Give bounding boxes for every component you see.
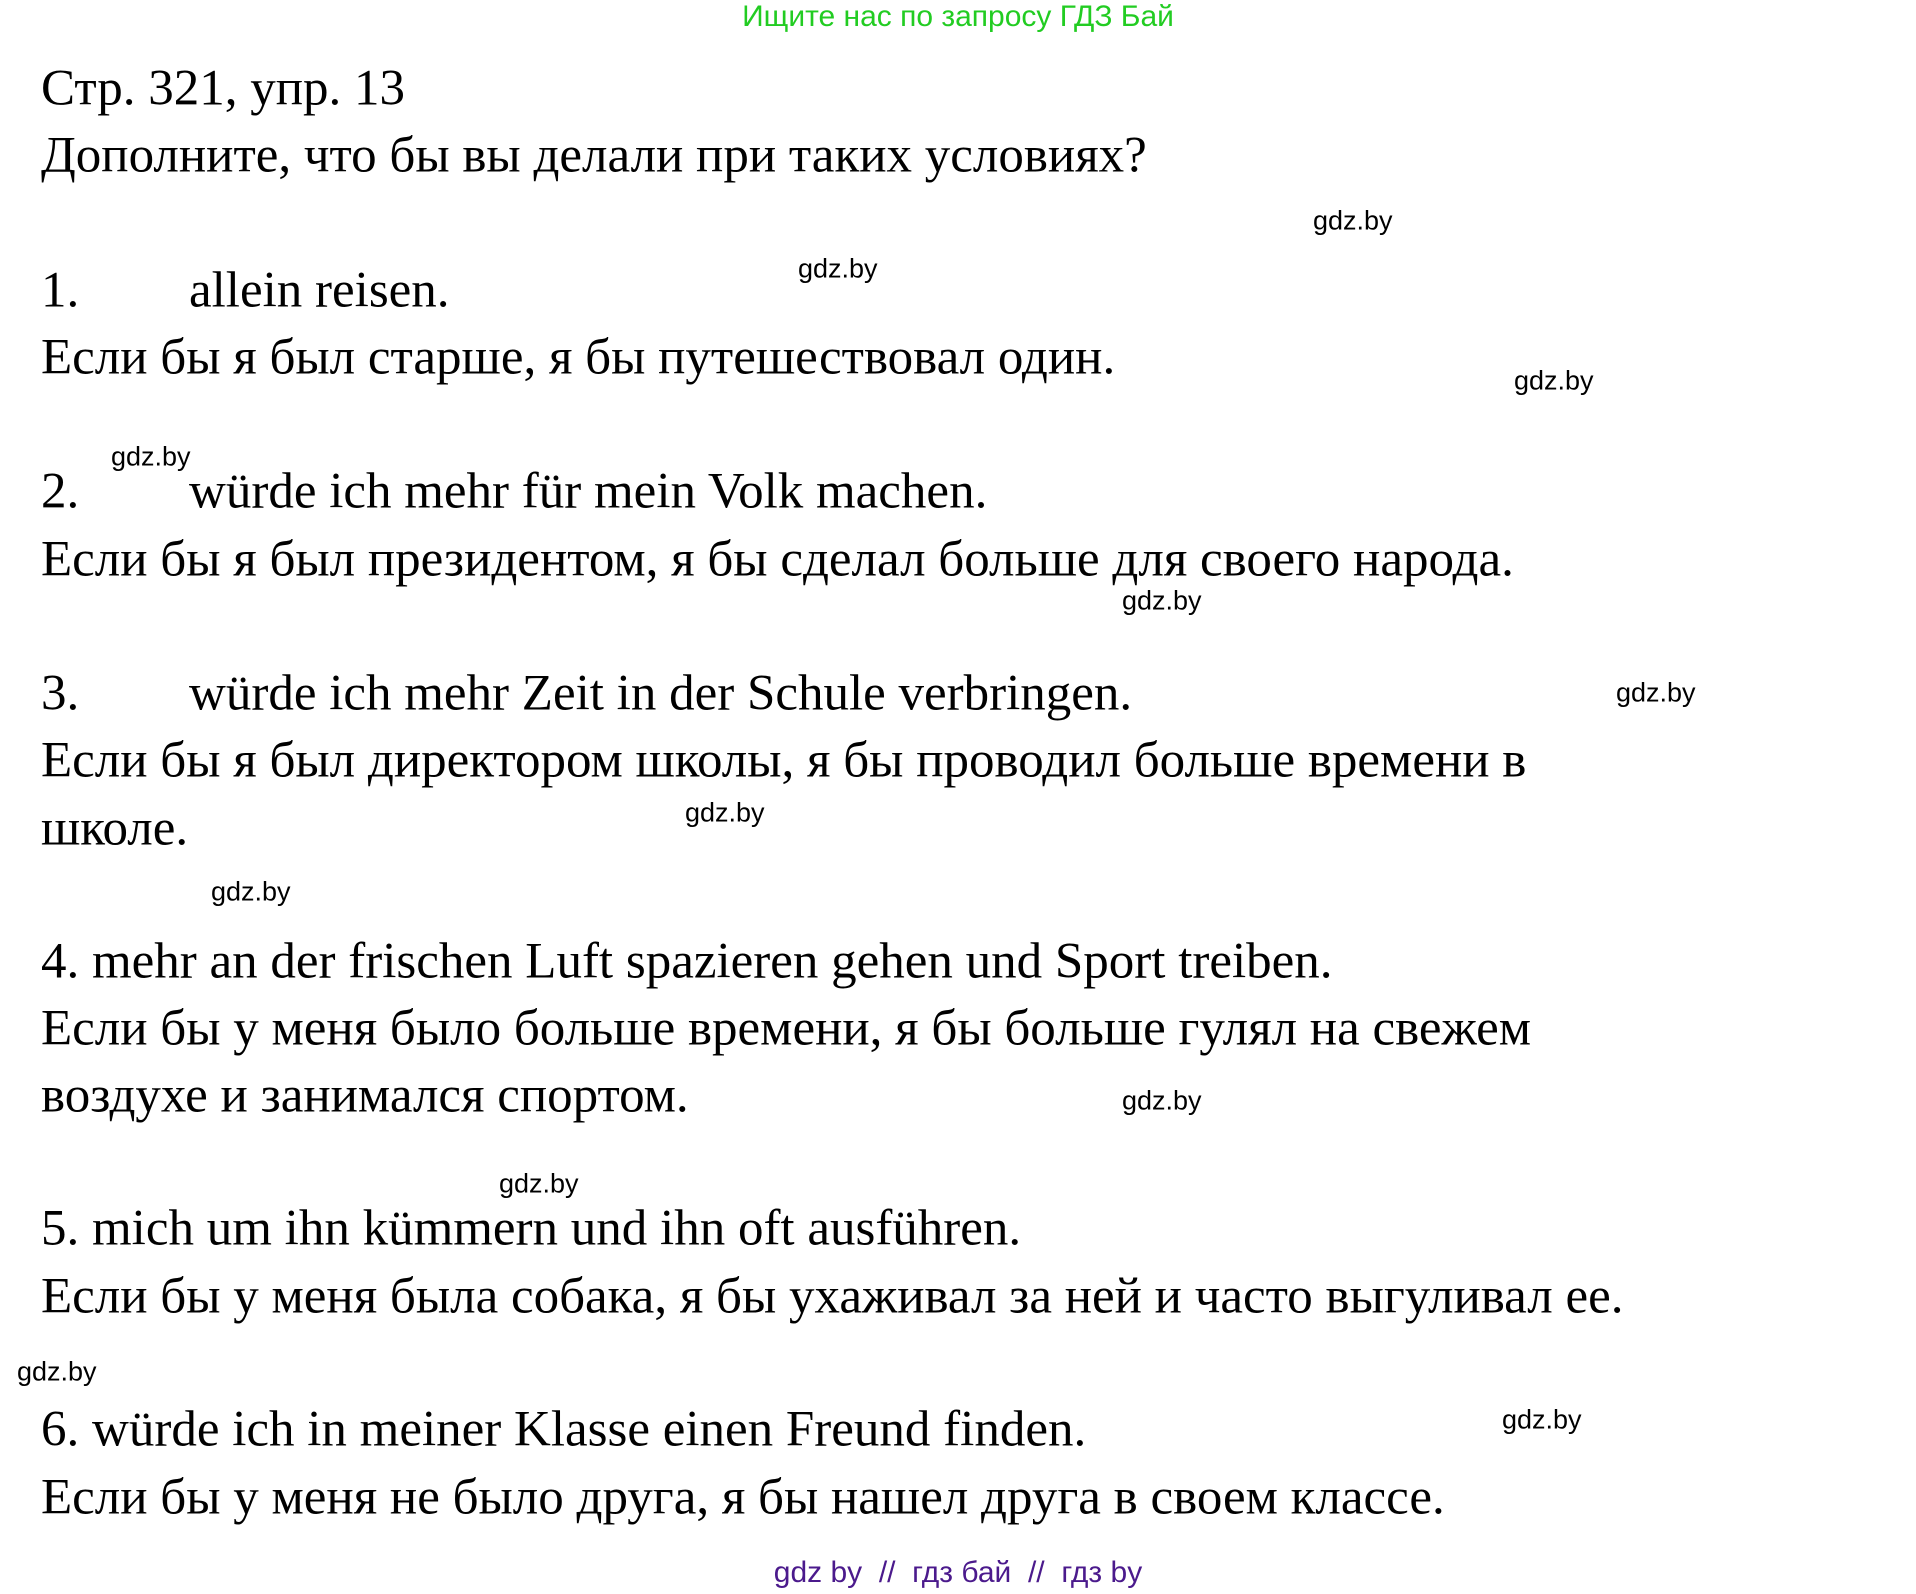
watermark: gdz.by [1313, 205, 1393, 236]
item-number: 6. [41, 1401, 80, 1458]
item-2-answer: Если бы я был президентом, я бы сделал больше для своего народа. [41, 531, 1514, 588]
page-title: Стр. 321, упр. 13 [41, 60, 406, 117]
watermark: gdz.by [1514, 365, 1594, 396]
german-phrase: würde ich mehr Zeit in der Schule verbringen. [189, 665, 1133, 722]
german-phrase: mich um ihn kümmern und ihn oft ausführen. [92, 1200, 1022, 1257]
item-6-answer: Если бы у меня не было друга, я бы нашел друга в своем классе. [41, 1469, 1445, 1526]
watermark: gdz.by [1122, 585, 1202, 616]
item-1-german [41, 262, 450, 319]
watermark: gdz.by [111, 441, 191, 472]
watermark: gdz.by [685, 797, 765, 828]
german-phrase: würde ich mehr für mein Volk machen. [189, 463, 988, 520]
watermark: gdz.by [499, 1168, 579, 1199]
item-2-german [41, 463, 988, 520]
item-3-answer-line2: школе. [41, 800, 189, 857]
item-number: 5. [41, 1200, 80, 1257]
watermark: gdz.by [17, 1356, 97, 1387]
task-text: Дополните, что бы вы делали при таких условиях? [41, 127, 1147, 184]
item-number: 2. [41, 463, 80, 520]
watermark: gdz.by [1122, 1085, 1202, 1116]
german-phrase: allein reisen. [189, 262, 450, 319]
item-3-german [41, 665, 1133, 722]
item-5-answer: Если бы у меня была собака, я бы ухаживал за ней и часто выгуливал ее. [41, 1268, 1624, 1325]
item-4-german [41, 933, 1333, 990]
german-phrase: würde ich in meiner Klasse einen Freund finden. [92, 1401, 1087, 1458]
watermark: gdz.by [798, 253, 878, 284]
watermark: gdz.by [211, 876, 291, 907]
item-number: 4. [41, 933, 80, 990]
item-4-answer-line1: Если бы у меня было больше времени, я бы больше гулял на свежем [41, 1000, 1531, 1057]
item-6-german [41, 1401, 1087, 1458]
watermark: gdz.by [1502, 1404, 1582, 1435]
item-number: 3. [41, 665, 80, 722]
footer-links: gdz by // гдз бай // гдз by [773, 1556, 1143, 1589]
item-number: 1. [41, 262, 80, 319]
item-5-german [41, 1200, 1022, 1257]
promo-header: Ищите нас по запросу ГДЗ Бай [742, 0, 1174, 33]
watermark: gdz.by [1616, 677, 1696, 708]
item-4-answer-line2: воздухе и занимался спортом. [41, 1067, 689, 1124]
item-3-answer-line1: Если бы я был директором школы, я бы проводил больше времени в [41, 732, 1527, 789]
item-1-answer: Если бы я был старше, я бы путешествовал один. [41, 329, 1116, 386]
german-phrase: mehr an der frischen Luft spazieren gehen und Sport treiben. [92, 933, 1333, 990]
